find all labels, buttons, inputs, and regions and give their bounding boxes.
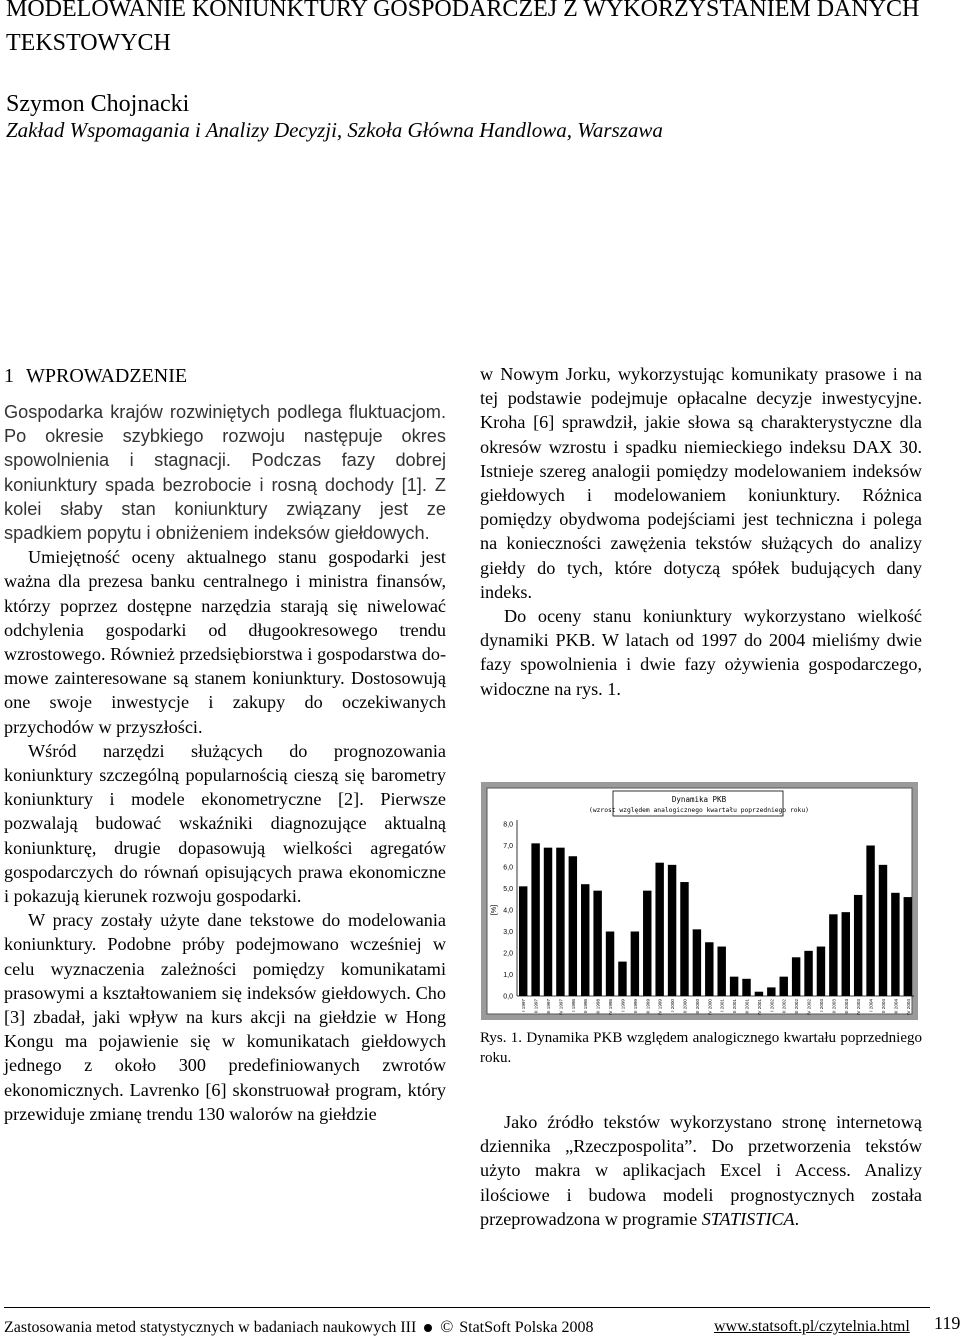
paragraph-1: Gospodarka krajów rozwiniętych podlega fluktuacjom. Po okresie szybkiego rozwoju następuje okres spowolnienia i stagnacji. Podczas fazy dobrej koniunktury spada bezrobocie i rosną dochody [1]. Z kolei słaby stan koniunktury związany jest ze spadkiem popytu i obniżeniem indeksów giełdowych. [4, 402, 446, 544]
chart-bar [655, 863, 663, 996]
left-column [4, 362, 446, 1126]
copyright-icon: © [440, 1317, 454, 1336]
x-tick-label: III 2001 [744, 999, 750, 1015]
chart-bar [668, 865, 676, 996]
author-name: Szymon Chojnacki [6, 91, 190, 117]
chart-bar [780, 977, 788, 996]
chart-bar [792, 957, 800, 996]
footer-publisher: StatSoft Polska 2008 [459, 1319, 594, 1336]
paragraph-6: Do oceny stanu koniunktury wykorzystano wielkość dynamiki PKB. W latach od 1997 do 2004 mieliśmy dwie fazy spowolnienia i dwie fazy ożywienia gospodarczego, widoczne na rys. 1. [480, 606, 922, 699]
section-heading [4, 362, 446, 390]
x-tick-label: I 2003 [818, 999, 824, 1012]
x-tick-label: IV 2000 [707, 999, 713, 1015]
right-column-bottom [480, 1110, 922, 1231]
chart-bar [519, 886, 527, 996]
y-tick-label: 5,0 [503, 886, 513, 893]
y-tick-label: 4,0 [503, 907, 513, 915]
x-tick-label: III 2002 [794, 999, 800, 1015]
x-tick-label: IV 2003 [856, 999, 862, 1015]
x-tick-label: III 2004 [893, 999, 899, 1015]
chart-title: Dynamika PKB [671, 795, 727, 804]
x-tick-label: I 2000 [670, 999, 676, 1012]
chart-bar [569, 856, 577, 996]
x-tick-label: II 2000 [682, 999, 688, 1014]
x-tick-label: IV 1998 [608, 999, 614, 1015]
x-tick-label: III 1999 [645, 999, 651, 1015]
x-tick-label: III 1997 [546, 999, 552, 1015]
figure-caption: Rys. 1. Dynamika PKB względem analogicznego kwartału poprzedniego roku. [480, 1030, 922, 1066]
x-tick-label: I 2004 [868, 999, 874, 1012]
x-tick-label: II 1997 [533, 999, 539, 1014]
right-column [480, 362, 922, 701]
footer-url-link[interactable]: www.statsoft.pl/czytelnia.html [714, 1318, 910, 1335]
y-tick-label: 8,0 [503, 821, 513, 829]
chart-bar [804, 951, 812, 996]
gdp-chart-figure [481, 782, 918, 1020]
author-affiliation: Zakład Wspomagania i Analizy Decyzji, Szkoła Główna Handlowa, Warszawa [6, 118, 663, 142]
y-tick-label: 1,0 [503, 972, 513, 979]
x-tick-label: IV 1997 [558, 999, 564, 1015]
chart-bar [730, 977, 738, 996]
x-tick-label: II 1999 [632, 999, 638, 1014]
x-tick-label: I 1999 [620, 999, 626, 1012]
chart-bar [531, 843, 539, 996]
chart-bar [643, 891, 651, 996]
footer-journal: Zastosowania metod statystycznych w badaniach naukowych III [4, 1319, 417, 1336]
footer-rule [4, 1307, 930, 1308]
paragraph-7-text: Jako źródło tekstów wykorzystano stronę internetową dziennika „Rzeczpospolita”. Do przetworzenia tekstów użyto makra w aplikacjach Excel i Access. Analizy ilościowe i budowa modeli prognostycznych została przeprowadzona w programie [480, 1112, 922, 1229]
chart-bar [544, 848, 552, 996]
chart-bar [742, 979, 750, 996]
y-tick-label: 3,0 [503, 929, 513, 936]
chart-bar [631, 932, 639, 997]
chart-bar [829, 914, 837, 996]
chart-bar [581, 884, 589, 996]
x-tick-label: I 2002 [769, 999, 775, 1012]
page-number: 119 [934, 1313, 960, 1333]
x-tick-label: IV 1999 [657, 999, 663, 1015]
x-tick-label: II 2004 [880, 999, 886, 1014]
x-tick-label: III 2003 [843, 999, 849, 1015]
paragraph-4: W pracy zostały użyte dane tekstowe do modelowania koniunktury. Podobne próby podejmowano wcześniej w celu wyznaczenia zależności pomiędzy komunikatami prasowymi a kształtowaniem się indeksów giełdowych. Cho [3] zbadał, jaki wpływ na kurs akcji na giełdzie w Hong Kongu ma pojawienie się w komunikatach giełdowych jednego z około 300 predefiniowanych zwrotów ekonomicznych. Lavrenko [6] skonstruował program, który przewiduje zmianę trendu 130 walorów na giełdzie [4, 910, 446, 1124]
x-tick-label: I 1998 [570, 999, 576, 1012]
x-tick-label: IV 2004 [905, 999, 911, 1015]
gdp-bar-chart [481, 782, 918, 1020]
chart-bar [817, 947, 825, 996]
paragraph-3: Wśród narzędzi służących do prognozowania koniunktury szczególną popularnością cieszą się barometry koniunktury i modele ekonometryczne [2]. Pierwsze pozwalają budować wskaźniki diagnozujące aktualną koniunkturę, drugie dopasowują wielkości agregatów gospodarczych do równań opisujących prawa ekonomiczne i pokazują kierunek rozwoju gospodarki. [4, 740, 446, 907]
x-tick-label: II 2002 [781, 999, 787, 1014]
chart-bar [705, 942, 713, 996]
y-tick-label: 2,0 [503, 950, 513, 958]
paragraph-5: w Nowym Jorku, wykorzystując komunikaty prasowe i na tej podstawie podejmuje opłacalne decyzje inwestycyjne. Kroha [6] sprawdził, jakie słowa są charakterystyczne dla okresów wzrostu i spadku niemieckiego indeksu DAX 30. Istnieje szereg analogii pomiędzy modelowaniem indeksów giełdowych i modelowaniem koniunktury. Różnica pomiędzy obydwoma podejściami jest techniczna i polega na konieczności zawężenia tekstów służących do analizy giełdy do tych, które dotyczą spółek budujących dany indeks. [480, 364, 922, 602]
x-tick-label: IV 2001 [756, 999, 762, 1015]
chart-bar [680, 882, 688, 996]
x-tick-label: I 2001 [719, 999, 725, 1012]
software-name: STATISTICA [701, 1208, 795, 1229]
section-title: WPROWADZENIE [26, 365, 188, 387]
chart-bar [693, 929, 701, 996]
paragraph-7-end: . [794, 1208, 800, 1229]
x-tick-label: III 1998 [595, 999, 601, 1015]
y-tick-label: 0,0 [503, 993, 513, 1001]
x-tick-label: II 2001 [732, 999, 738, 1014]
chart-bar [866, 846, 874, 997]
chart-bar [606, 932, 614, 997]
chart-bar [618, 962, 626, 996]
paper-title: MODELOWANIE KONIUNKTURY GOSPODARCZEJ Z WYKORZYSTANIEM DANYCH TEKSTOWYCH [6, 0, 920, 56]
chart-bar [879, 865, 887, 996]
x-tick-label: III 2000 [694, 999, 700, 1015]
x-tick-label: IV 2002 [806, 999, 812, 1015]
chart-bar [891, 893, 899, 996]
chart-bar [717, 947, 725, 996]
chart-bar [767, 987, 775, 996]
x-tick-label: II 2003 [831, 999, 837, 1014]
y-tick-label: 7,0 [503, 843, 513, 850]
page-footer [4, 1313, 960, 1340]
footer-left [4, 1316, 593, 1339]
chart-bar [755, 992, 763, 996]
paragraph-2: Umiejętność oceny aktualnego stanu gospodarki jest ważna dla prezesa banku centralnego i ministra finansów, którzy poprzez dostępne narzędzia starają się niwelować odchylenia gospodarki od długookresowego trendu wzrostowego. Również przedsiębiorstwa i gospodarstwa domowe zainteresowane są stanem koniunktury. Dostosowują one swoje inwestycje i zakupy do oczekiwanych przychodów w przyszłości. [4, 547, 446, 737]
x-tick-label: I 1997 [521, 999, 527, 1012]
chart-bar [556, 848, 564, 996]
chart-subtitle: (wzrost względem analogicznego kwartału poprzedniego roku) [589, 807, 809, 814]
x-tick-label: II 1998 [583, 999, 589, 1014]
paragraph-7 [480, 1110, 922, 1231]
bullet-icon [424, 1324, 432, 1332]
y-tick-label: 6,0 [503, 864, 513, 872]
chart-bar [854, 895, 862, 996]
chart-bar [593, 891, 601, 996]
section-number: 1 [4, 365, 14, 387]
chart-bar [842, 912, 850, 996]
chart-bar [904, 897, 912, 996]
y-axis-label: [%] [491, 904, 498, 916]
